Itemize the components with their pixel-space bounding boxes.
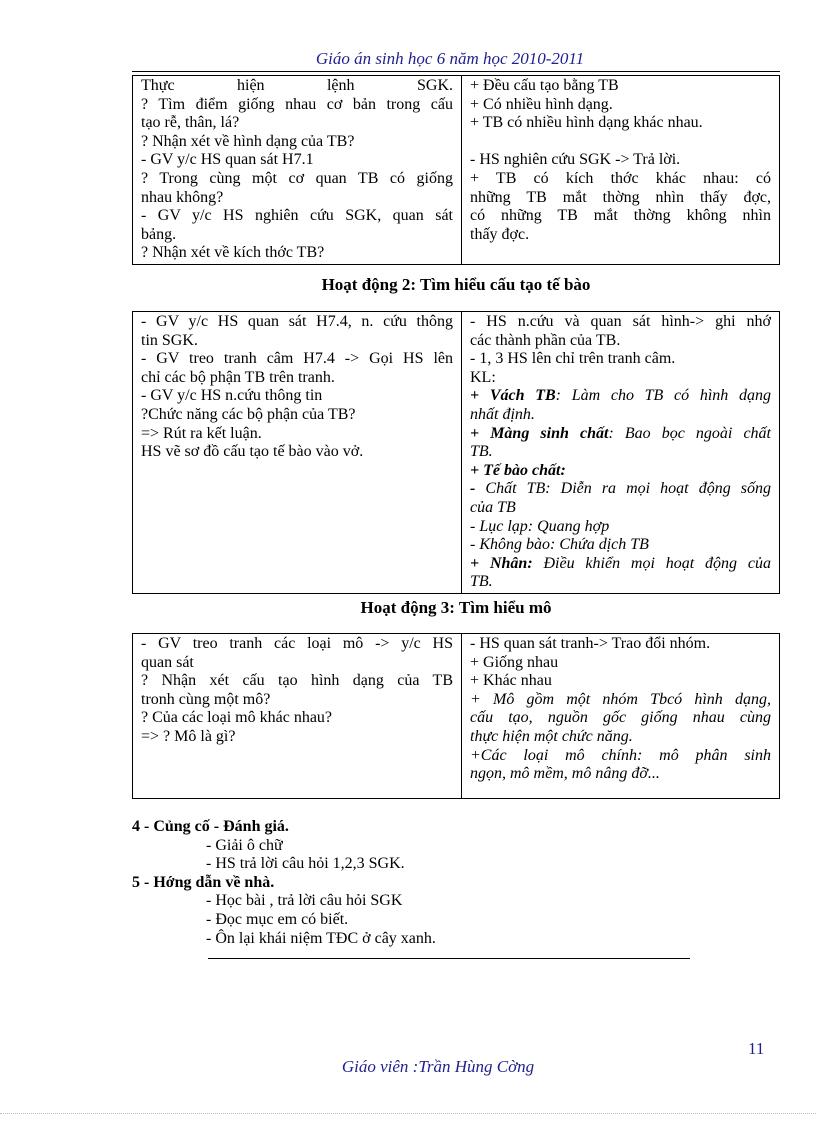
term-cell-wall: + Vách TB	[470, 387, 556, 405]
text-line: HS vẽ sơ đồ cấu tạo tế bào vào vở.	[141, 443, 364, 461]
text-line: TB.	[470, 573, 493, 591]
text-line: ? Trong cùng một cơ quan TB có giống	[141, 169, 453, 187]
definition-text: : Làm cho TB có hình dạng	[555, 387, 771, 405]
text-line: - GV y/c HS nghiên cứu SGK, quan sát	[141, 207, 453, 225]
text-line: những TB mắt thờng nhìn thấy đợc,	[470, 188, 771, 206]
text-line: + TB có nhiều hình dạng khác nhau.	[470, 114, 703, 132]
text-line: Thực hiện lệnh SGK.	[141, 77, 453, 94]
text-line: ? Nhận xét về kích thớc TB?	[141, 244, 325, 262]
section-homework-heading: 5 - Hớng dẫn về nhà.	[132, 873, 275, 891]
list-item: - Đọc mục em có biết.	[206, 910, 349, 928]
text-line	[470, 555, 771, 574]
text-line: các thành phần của TB.	[470, 331, 621, 349]
text-line: nhau không?	[141, 188, 224, 206]
text-line: + TB có kích thớc khác nhau: có	[470, 169, 771, 187]
text-line: - GV treo tranh câm H7.4 -> Gọi HS lên	[141, 350, 453, 368]
text-line: của TB	[470, 498, 516, 516]
text-line: - 1, 3 HS lên chỉ trên tranh câm.	[470, 350, 676, 368]
term-cell-membrane: + Màng sinh chất	[470, 424, 609, 442]
text-line: ngọn, mô mềm, mô nâng đỡ...	[470, 765, 660, 783]
text-line: ? Của các loại mô khác nhau?	[141, 709, 333, 727]
bullet-mark: -	[470, 480, 476, 498]
definition-text: Điều khiển mọi hoạt động của	[532, 554, 771, 572]
page-number: 11	[748, 1039, 765, 1058]
header-rule	[132, 71, 780, 72]
text-line: cấu tạo, nguồn gốc giống nhau cùng	[470, 709, 771, 727]
text-line	[470, 387, 771, 406]
text-line: => ? Mô là gì?	[141, 727, 236, 745]
text-line: chỉ các bộ phận TB trên tranh.	[141, 368, 335, 386]
teacher-column	[133, 312, 462, 594]
activity3-heading: Hoạt động 3: Tìm hiểu mô	[360, 598, 552, 617]
text-line: - HS quan sát tranh-> Trao đổi nhóm.	[470, 635, 711, 652]
text-line: + Giống nhau	[470, 653, 559, 671]
student-column	[462, 76, 780, 265]
text-line: + Có nhiều hình dạng.	[470, 95, 613, 113]
list-item: - Ôn lại khái niệm TĐC ở cây xanh.	[206, 929, 436, 947]
text-line: - HS n.cứu và quan sát hình-> ghi nhớ	[470, 313, 771, 330]
activity2-heading: Hoạt động 2: Tìm hiểu cấu tạo tế bào	[321, 275, 591, 294]
text-line: bảng.	[141, 225, 177, 243]
text-line: - GV y/c HS quan sát H7.4, n. cứu thông	[141, 313, 453, 330]
text-line: - Không bào: Chứa dịch TB	[470, 536, 649, 554]
text-line: tin SGK.	[141, 331, 198, 349]
text-line	[470, 480, 771, 499]
list-item: - Giải ô chữ	[206, 836, 283, 854]
text-line: - GV y/c HS n.cứu thông tin	[141, 387, 323, 405]
text-line: ? Nhận xét cấu tạo hình dạng của TB	[141, 672, 453, 690]
text-line: nhất định.	[470, 405, 535, 423]
text-line: thực hiện một chức năng.	[470, 727, 633, 745]
text-line: - Lục lạp: Quang hợp	[470, 517, 610, 535]
text-line: có những TB mắt thờng không nhìn	[470, 207, 771, 225]
definition-text: Chất TB: Diễn ra mọi hoạt động sống	[475, 480, 771, 498]
text-line: + Mô gồm một nhóm Tbcó hình dạng,	[470, 690, 771, 708]
page-bottom-border	[0, 1113, 816, 1114]
activity1-table	[132, 75, 780, 265]
text-line: +Các loại mô chính: mô phân sinh	[470, 746, 771, 764]
text-line: KL:	[470, 368, 496, 386]
term-nucleus: + Nhân:	[470, 554, 533, 572]
list-item: - Học bài , trả lời câu hỏi SGK	[206, 892, 403, 910]
text-line: thấy đợc.	[470, 225, 530, 243]
section-consolidation-heading: 4 - Củng cố - Đánh giá.	[132, 818, 289, 835]
lesson-summary	[132, 818, 436, 948]
text-line: tạo rễ, thân, lá?	[141, 114, 240, 132]
text-line: quan sát	[141, 653, 194, 671]
teacher-column	[133, 634, 462, 799]
text-line: ? Tìm điểm giống nhau cơ bản trong cấu	[141, 95, 453, 113]
list-item: - HS trả lời câu hỏi 1,2,3 SGK.	[206, 855, 405, 873]
text-line: ? Nhận xét về hình dạng của TB?	[141, 132, 355, 150]
text-line: => Rút ra kết luận.	[141, 424, 262, 442]
text-line: - HS nghiên cứu SGK -> Trả lời.	[470, 151, 681, 169]
text-line: - GV y/c HS quan sát H7.1	[141, 151, 314, 169]
activity2-table	[132, 311, 780, 594]
text-line: + Khác nhau	[470, 672, 552, 690]
text-line	[470, 425, 771, 444]
page-header-title: Giáo án sinh học 6 năm học 2010-2011	[315, 49, 585, 68]
text-line: + Đều cấu tạo bằng TB	[470, 77, 619, 94]
text-line: - GV treo tranh các loại mô -> y/c HS	[141, 635, 453, 652]
term-cytoplasm: + Tế bào chất:	[470, 461, 566, 479]
teacher-column	[133, 76, 462, 265]
definition-text: : Bao bọc ngoài chất	[608, 424, 771, 442]
end-rule	[208, 958, 690, 959]
page-footer-teacher: Giáo viên :Trần Hùng Cờng	[341, 1057, 535, 1076]
text-line: tronh cùng một mô?	[141, 690, 271, 708]
text-line: ?Chức năng các bộ phận của TB?	[141, 405, 356, 423]
student-column	[462, 634, 780, 799]
text-line: TB.	[470, 443, 493, 461]
blank-line	[470, 133, 771, 152]
student-column	[462, 312, 780, 594]
activity3-table	[132, 633, 780, 799]
